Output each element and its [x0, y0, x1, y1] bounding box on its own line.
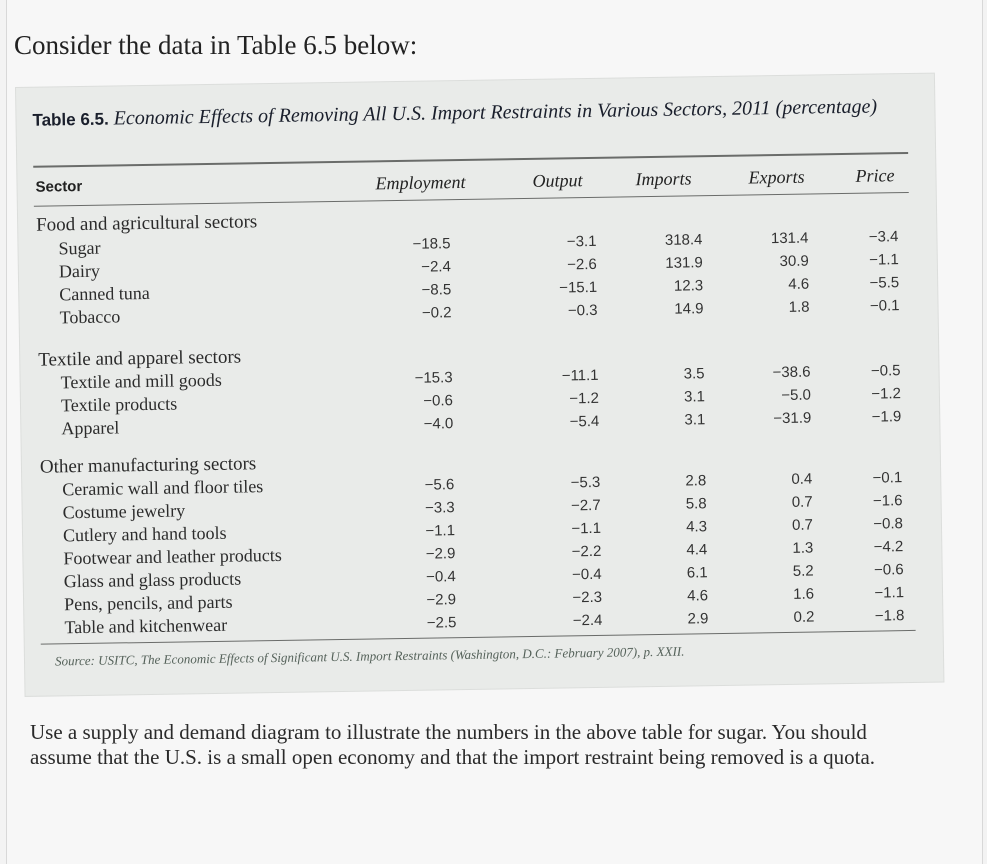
cell-price: −1.1: [869, 251, 899, 269]
row-label: Canned tuna: [59, 282, 150, 305]
cell-imports: 6.1: [686, 564, 708, 582]
cell-output: −2.7: [570, 496, 601, 515]
cell-employment: −4.0: [423, 415, 454, 433]
cell-imports: 4.6: [687, 587, 709, 605]
cell-price: −5.5: [869, 274, 900, 292]
cell-price: −1.2: [871, 385, 902, 403]
cell-employment: −2.4: [421, 258, 451, 276]
cell-exports: 4.6: [788, 275, 810, 293]
cell-price: −1.8: [874, 607, 905, 625]
cell-imports: 12.3: [673, 277, 704, 295]
cell-exports: 0.7: [791, 493, 813, 511]
cell-exports: 30.9: [779, 252, 809, 271]
table-source-note: [55, 644, 685, 670]
cell-price: −4.2: [873, 538, 904, 556]
cell-employment: −15.3: [414, 369, 453, 387]
col-header-output: Output: [532, 170, 583, 191]
table-caption: Economic Effects of Removing All U.S. Import Restraints in Various Sectors, 2011 (percentage): [108, 95, 878, 130]
row-label: Textile products: [60, 393, 178, 416]
cell-imports: 2.9: [687, 610, 709, 628]
cell-exports: 0.7: [791, 516, 814, 534]
cell-output: −5.4: [569, 412, 600, 431]
cell-output: −1.1: [571, 519, 602, 538]
table-number: Table 6.5.: [32, 109, 109, 130]
cell-exports: 0.4: [791, 470, 813, 488]
source-text: USITC, The Economic Effects of Significant U.S. Import Restraints (Washington, D.C.: February 2007), p. XXII.: [94, 643, 685, 668]
cell-exports: −31.9: [773, 409, 812, 428]
col-header-exports: Exports: [748, 166, 805, 188]
cell-output: −2.3: [572, 588, 603, 607]
cell-output: −0.4: [571, 565, 602, 584]
cell-exports: −38.6: [772, 363, 811, 382]
col-header-imports: Imports: [635, 168, 692, 190]
cell-imports: 4.4: [686, 541, 708, 559]
cell-output: −2.6: [567, 255, 597, 274]
cell-employment: −2.5: [426, 614, 457, 632]
cell-employment: −2.9: [425, 545, 456, 563]
cell-exports: 0.2: [793, 608, 815, 626]
cell-employment: −5.6: [424, 476, 455, 494]
col-header-sector: Sector: [35, 177, 83, 196]
cell-employment: −0.2: [421, 304, 452, 322]
row-label: Costume jewelry: [62, 500, 186, 523]
cell-exports: 5.2: [792, 562, 814, 580]
header-rule-bottom: [34, 192, 909, 207]
row-label: Glass and glass products: [63, 568, 242, 592]
cell-exports: 131.4: [770, 229, 809, 248]
cell-imports: 131.9: [665, 254, 703, 272]
cell-employment: −3.3: [424, 499, 455, 517]
row-label: Pens, pencils, and parts: [63, 591, 233, 615]
question-text: Use a supply and demand diagram to illustrate the numbers in the above table for sugar. You should assume that the U.S. is a small open economy and that the import restraint being removed is a quota.: [30, 720, 876, 769]
cell-employment: −0.6: [423, 392, 454, 410]
cell-exports: 1.3: [792, 539, 814, 557]
cell-output: −0.3: [567, 301, 598, 320]
cell-output: −5.3: [570, 473, 601, 492]
cell-price: −3.4: [868, 228, 899, 246]
group-label-textile: Textile and apparel sectors: [38, 346, 242, 371]
table-6-5: [16, 74, 943, 696]
row-label: Ceramic wall and floor tiles: [62, 476, 264, 500]
row-label: Footwear and leather products: [63, 544, 282, 569]
cell-employment: −0.4: [425, 568, 456, 586]
header-rule-top: [33, 152, 908, 168]
row-label: Sugar: [58, 237, 101, 259]
cell-employment: −8.5: [421, 281, 452, 299]
cell-output: −2.4: [572, 611, 603, 630]
col-header-price: Price: [855, 165, 895, 186]
cell-imports: 4.3: [685, 518, 708, 536]
intro-text: Consider the data in Table 6.5 below:: [14, 30, 418, 60]
group-label-other-manufacturing: Other manufacturing sectors: [39, 453, 257, 478]
cell-price: −0.6: [873, 561, 904, 579]
cell-price: −1.6: [872, 492, 903, 510]
cell-output: −11.1: [561, 366, 599, 385]
cell-price: −0.1: [869, 297, 900, 315]
cell-price: −0.5: [870, 362, 901, 380]
cell-price: −0.1: [872, 469, 903, 487]
cell-employment: −18.5: [412, 235, 451, 253]
cell-output: −1.2: [569, 389, 600, 408]
cell-employment: −2.9: [426, 591, 457, 609]
cell-imports: 14.9: [674, 300, 704, 318]
cell-output: −15.1: [559, 278, 598, 297]
cell-employment: −1.1: [425, 522, 456, 540]
row-label: Apparel: [61, 417, 120, 439]
cell-exports: 1.6: [793, 585, 815, 603]
table-title: [32, 94, 892, 133]
col-header-employment: Employment: [375, 171, 466, 194]
cell-imports: 2.8: [685, 472, 707, 490]
cell-output: −3.1: [566, 232, 597, 251]
row-label: Table and kitchenwear: [64, 614, 228, 638]
group-label-food: Food and agricultural sectors: [35, 211, 258, 236]
row-label: Dairy: [58, 260, 101, 282]
cell-price: −1.1: [874, 584, 905, 602]
cell-imports: 3.5: [683, 365, 705, 383]
cell-imports: 3.1: [684, 411, 706, 429]
row-label: Tobacco: [59, 306, 121, 328]
cell-output: −2.2: [571, 542, 602, 561]
cell-price: −1.9: [871, 408, 902, 426]
cell-exports: 1.8: [788, 298, 810, 316]
row-label: Textile and mill goods: [60, 369, 222, 393]
source-lead: Source:: [54, 652, 96, 669]
cell-imports: 5.8: [685, 495, 707, 513]
cell-imports: 318.4: [664, 231, 703, 249]
cell-price: −0.8: [873, 515, 904, 533]
row-label: Cutlery and hand tools: [62, 522, 227, 546]
cell-exports: −5.0: [781, 386, 812, 405]
cell-imports: 3.1: [683, 388, 706, 406]
